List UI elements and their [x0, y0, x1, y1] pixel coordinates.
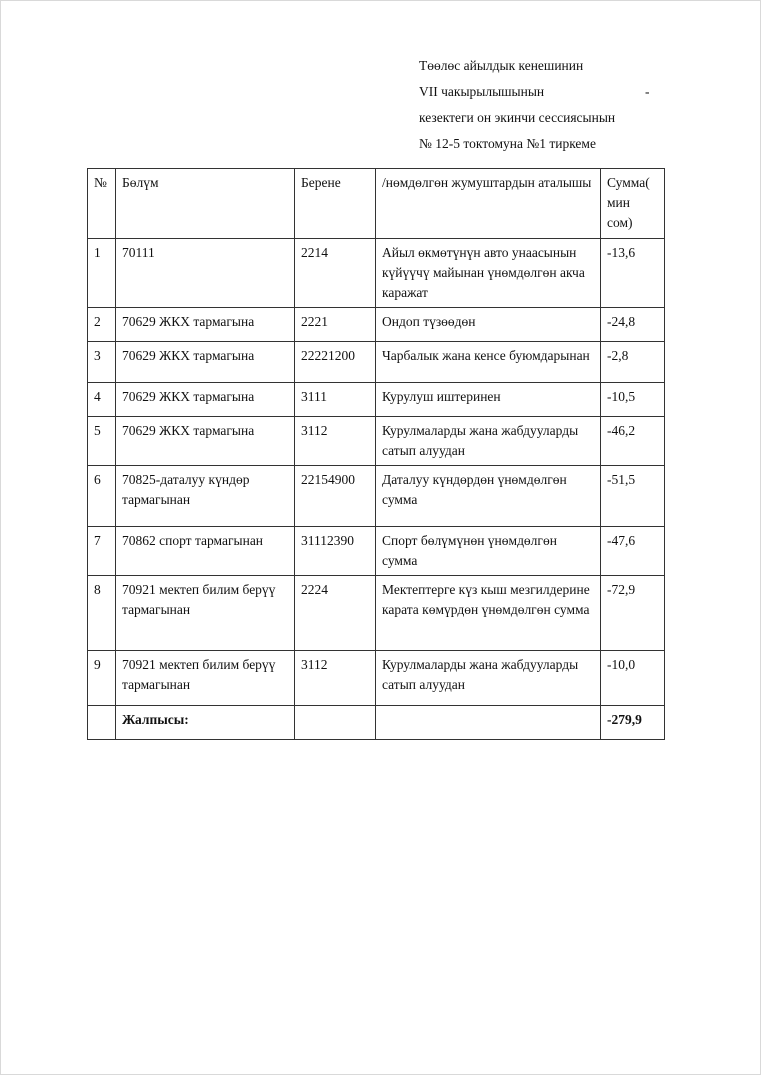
cell-description: Ондоп түзөөдөн: [376, 308, 601, 342]
cell-division: 70862 спорт тармагынан: [116, 527, 295, 576]
cell-code: 31112390: [295, 527, 376, 576]
cell-description: Чарбалык жана кенсе буюмдарынан: [376, 342, 601, 383]
cell-amount: -10,0: [601, 651, 665, 706]
appendix-header: [419, 53, 659, 157]
cell-total-description: [376, 706, 601, 740]
cell-division: 70111: [116, 239, 295, 308]
cell-code: 3111: [295, 383, 376, 417]
table-row: [88, 527, 665, 576]
cell-amount: -10,5: [601, 383, 665, 417]
cell-code: 3112: [295, 651, 376, 706]
cell-num: 9: [88, 651, 116, 706]
header-code: Берене: [295, 169, 376, 239]
header-line-2-text: VII чакырылышынын: [419, 84, 545, 99]
cell-num: 1: [88, 239, 116, 308]
cell-division: 70921 мектеп билим берүү тармагынан: [116, 651, 295, 706]
cell-description: Мектептерге күз кыш мезгилдерине карата көмүрдөн үнөмдөлгөн сумма: [376, 576, 601, 651]
cell-amount: -51,5: [601, 466, 665, 527]
table-row: [88, 576, 665, 651]
cell-division: 70629 ЖКХ тармагына: [116, 308, 295, 342]
table-row: [88, 308, 665, 342]
header-num: №: [88, 169, 116, 239]
cell-description: Курулмаларды жана жабдууларды сатып алуудан: [376, 651, 601, 706]
cell-description: Даталуу күндөрдөн үнөмдөлгөн сумма: [376, 466, 601, 527]
cell-code: 22221200: [295, 342, 376, 383]
budget-table: [87, 168, 665, 740]
cell-num: 2: [88, 308, 116, 342]
table-row: [88, 342, 665, 383]
cell-amount: -2,8: [601, 342, 665, 383]
cell-description: Спорт бөлүмүнөн үнөмдөлгөн сумма: [376, 527, 601, 576]
cell-amount: -24,8: [601, 308, 665, 342]
cell-total-label: Жалпысы:: [116, 706, 295, 740]
cell-division: 70825-даталуу күндөр тармагынан: [116, 466, 295, 527]
cell-total-code: [295, 706, 376, 740]
header-description: /нөмдөлгөн жумуштардын аталышы: [376, 169, 601, 239]
header-line-3: кезектеги он экинчи сессиясынын: [419, 110, 616, 125]
cell-amount: -47,6: [601, 527, 665, 576]
header-line-4: № 12-5 токтомуна №1 тиркеме: [419, 136, 596, 151]
table-row: [88, 239, 665, 308]
cell-code: 2224: [295, 576, 376, 651]
cell-code: 3112: [295, 417, 376, 466]
header-dash: -: [645, 84, 650, 99]
table-row: [88, 651, 665, 706]
cell-description: Айыл өкмөтүнүн авто унаасынын күйүүчү майынан үнөмдөлгөн акча каражат: [376, 239, 601, 308]
header-line-2: [419, 79, 659, 105]
cell-num: 3: [88, 342, 116, 383]
cell-total-amount: -279,9: [601, 706, 665, 740]
cell-num: 7: [88, 527, 116, 576]
cell-code: 2221: [295, 308, 376, 342]
cell-num: 6: [88, 466, 116, 527]
cell-num: 8: [88, 576, 116, 651]
table-header-row: [88, 169, 665, 239]
table-row: [88, 417, 665, 466]
table-row: [88, 466, 665, 527]
cell-amount: -13,6: [601, 239, 665, 308]
cell-amount: -72,9: [601, 576, 665, 651]
cell-description: Курулмаларды жана жабдууларды сатып алуудан: [376, 417, 601, 466]
header-division: Бөлүм: [116, 169, 295, 239]
cell-code: 2214: [295, 239, 376, 308]
cell-division: 70629 ЖКХ тармагына: [116, 417, 295, 466]
cell-num: 4: [88, 383, 116, 417]
table-row: [88, 383, 665, 417]
table-total-row: [88, 706, 665, 740]
cell-total-num: [88, 706, 116, 740]
cell-num: 5: [88, 417, 116, 466]
cell-description: Курулуш иштеринен: [376, 383, 601, 417]
cell-amount: -46,2: [601, 417, 665, 466]
header-amount: Сумма( мин сом): [601, 169, 665, 239]
cell-division: 70921 мектеп билим берүү тармагынан: [116, 576, 295, 651]
cell-division: 70629 ЖКХ тармагына: [116, 342, 295, 383]
cell-code: 22154900: [295, 466, 376, 527]
header-line-1: Төөлөс айылдык кенешинин: [419, 58, 584, 73]
cell-division: 70629 ЖКХ тармагына: [116, 383, 295, 417]
